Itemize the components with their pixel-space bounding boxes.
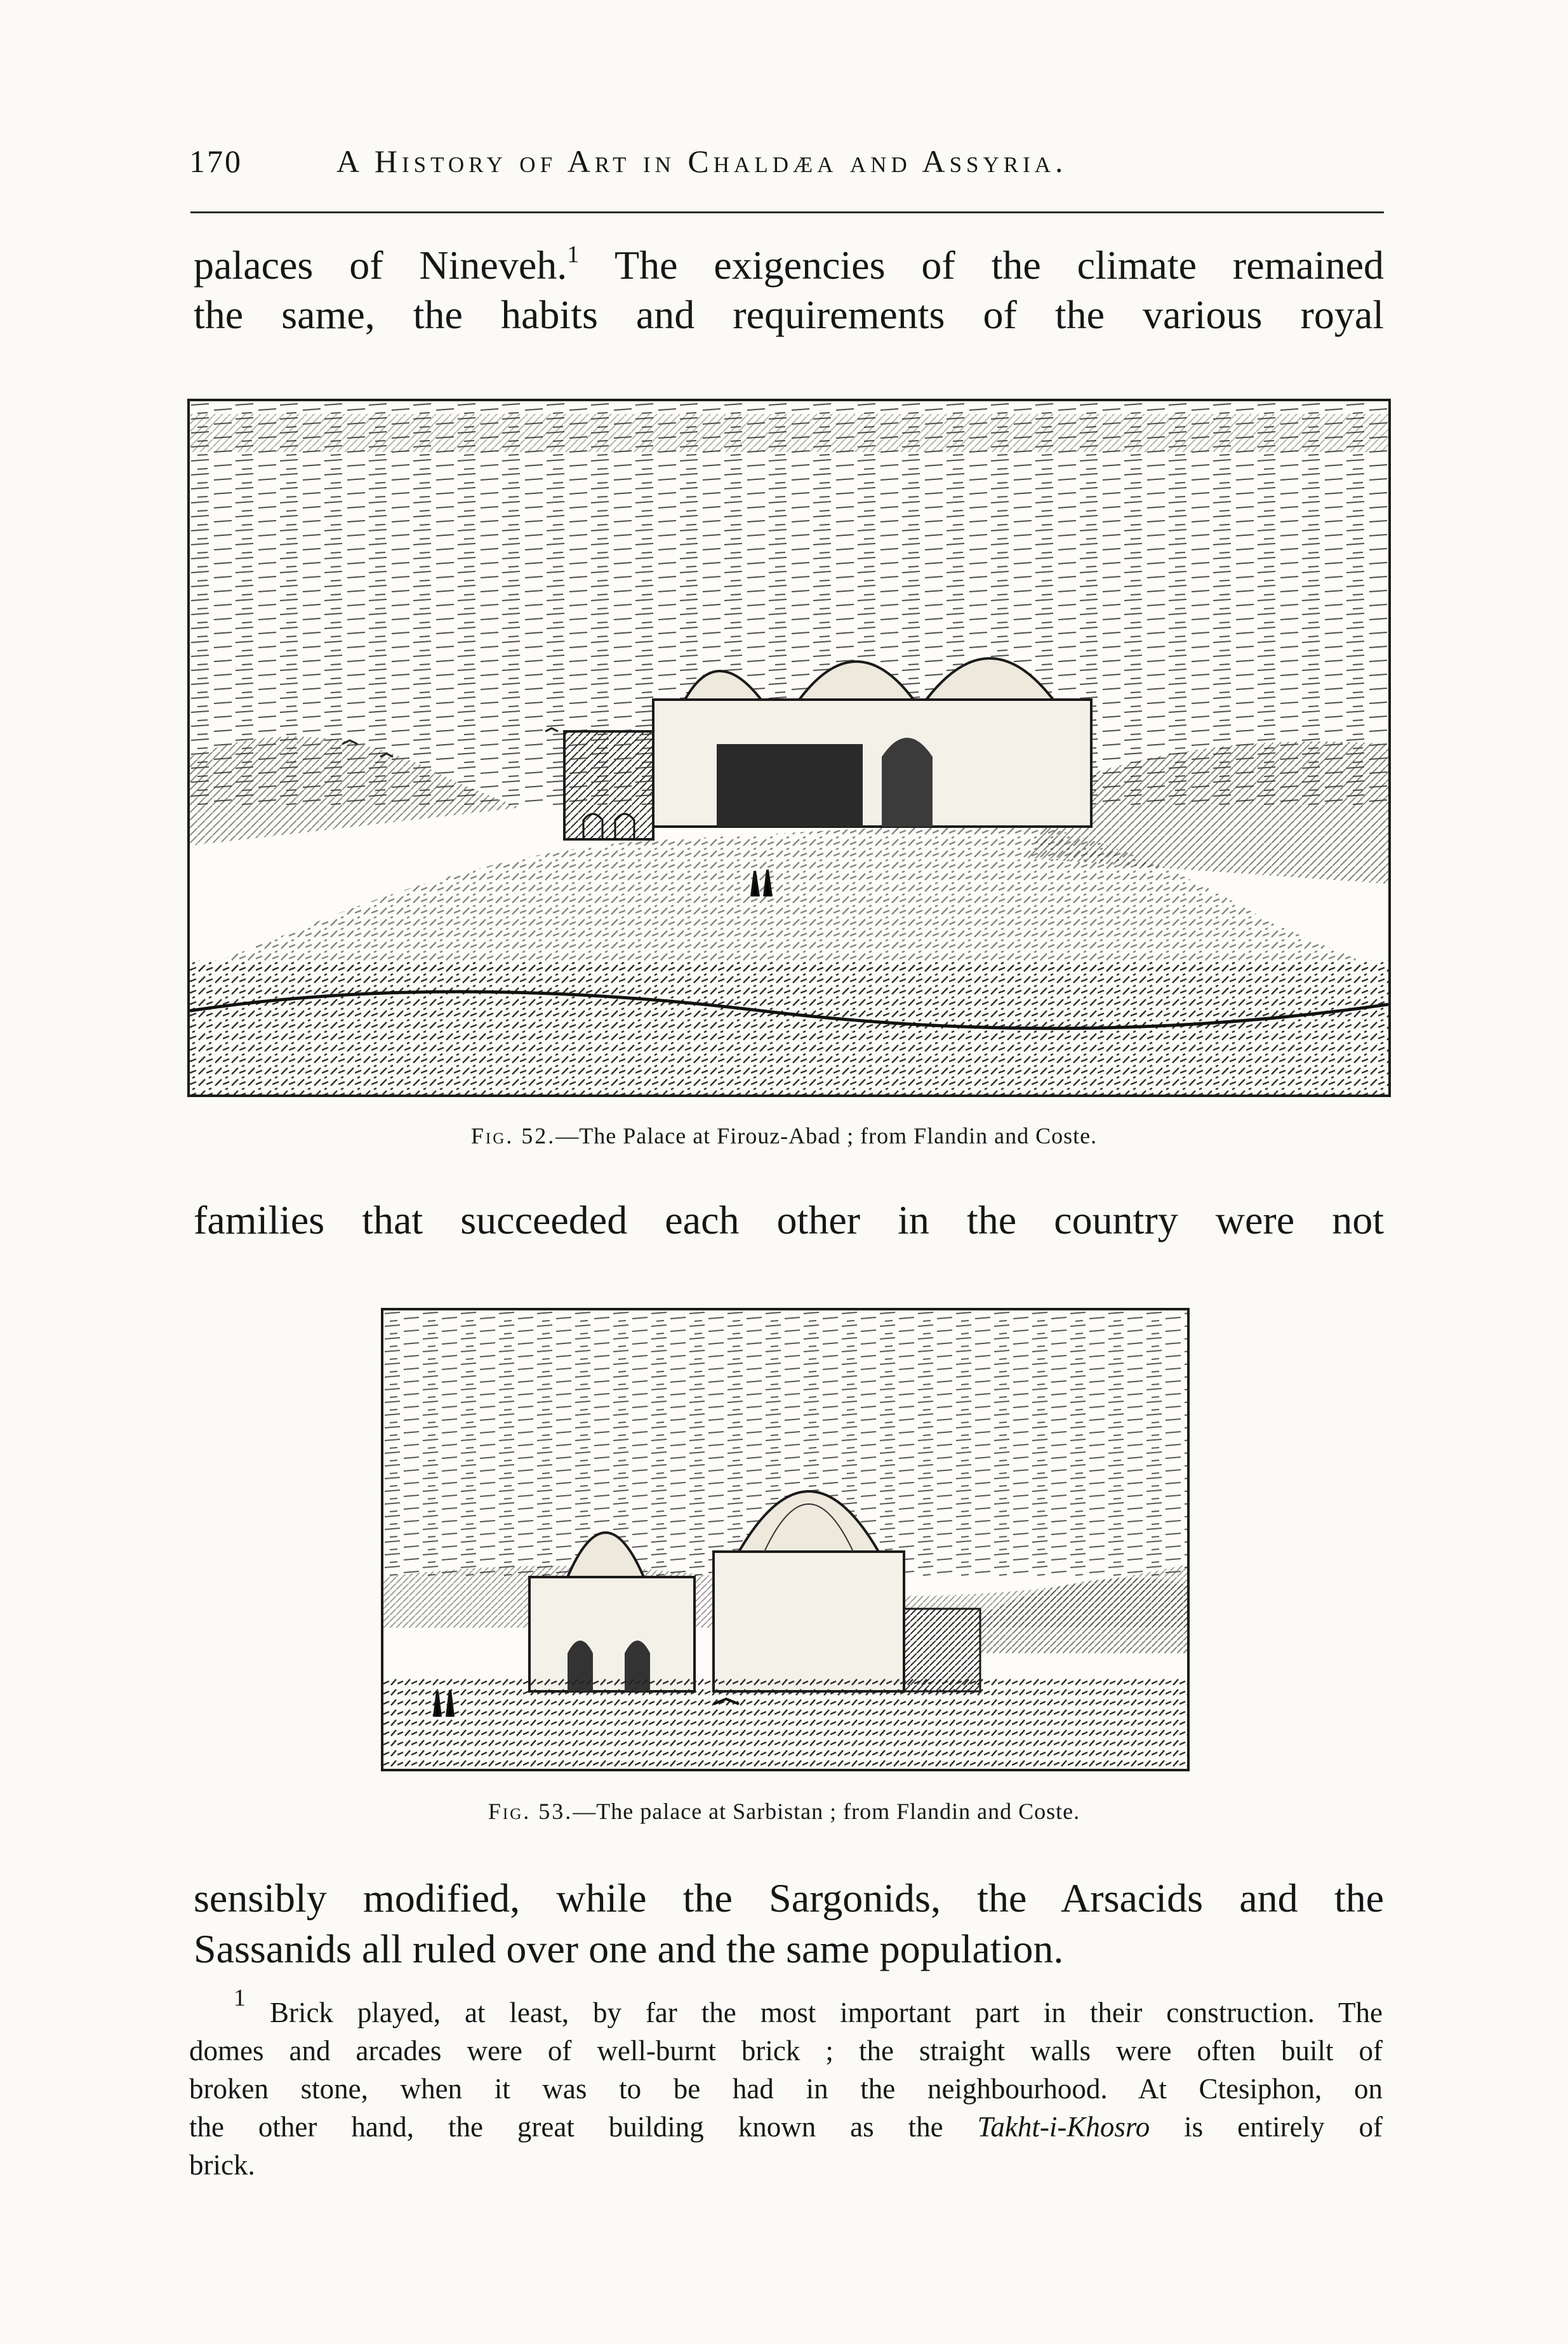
footnote-marker: 1 [234, 1985, 246, 2011]
footnote-line: brick. [189, 2149, 255, 2181]
figure-52-engraving [187, 399, 1391, 1097]
footnote-line: domes and arcades were of well-burnt brick ; the straight walls were often built of [189, 2035, 1383, 2067]
figure-53-engraving [381, 1308, 1190, 1771]
firouz-abad-palace-illustration [190, 401, 1388, 1095]
sarbistan-palace-illustration [383, 1310, 1187, 1769]
figure-52-caption: Fig. 52.—The Palace at Firouz-Abad ; from Flandin and Coste. [470, 1123, 1098, 1149]
running-head [189, 143, 1383, 183]
running-head-title: A History of Art in Chaldæa and Assyria. [336, 143, 1068, 179]
footnote-reference: 1 [567, 241, 580, 268]
body-text-line: the same, the habits and requirements of the various royal [194, 292, 1384, 337]
body-text-line: sensibly modified, while the Sargonids, the Arsacids and the [194, 1875, 1384, 1921]
footnote-line: $^1$ Brick played, at least, by far the most important part in their construction. The [234, 1985, 1383, 2028]
figure-53-caption: Fig. 53.—The palace at Sarbistan ; from Flandin and Coste. [488, 1799, 1080, 1824]
body-text-line: palaces of Nineveh.$^1$ The exigencies of the climate remained [194, 241, 1384, 288]
body-text-line: families that succeeded each other in the country were not [194, 1197, 1384, 1242]
footnote [189, 1985, 1383, 2184]
header-rule [190, 211, 1384, 213]
body-text-line: Sassanids all ruled over one and the same population. [194, 1926, 1064, 1971]
footnote-line: the other hand, the great building known as the Takht-i-Khosro is entirely of [189, 2111, 1383, 2143]
footnote-line: broken stone, when it was to be had in the neighbourhood. At Ctesiphon, on [189, 2073, 1383, 2105]
italic-title: Takht-i-Khosro [977, 2111, 1150, 2143]
page-number: 170 [189, 143, 243, 179]
